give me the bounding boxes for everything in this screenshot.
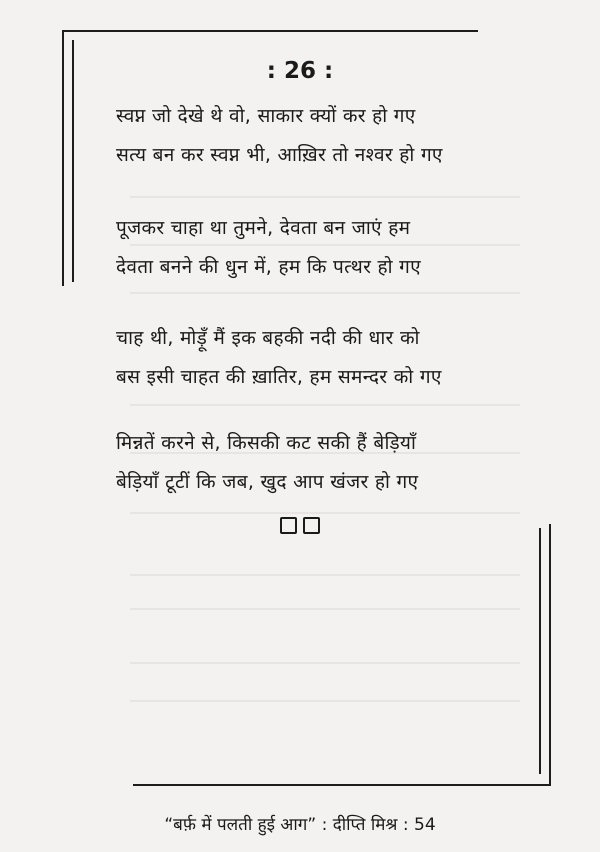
poem-line: देवता बनने की धुन में, हम कि पत्थर हो गए	[116, 256, 421, 278]
bleed-through-line	[130, 662, 520, 664]
stanza	[116, 216, 506, 279]
page-number: : 26 :	[266, 58, 334, 84]
poem-line: चाह थी, मोड़ूँ मैं इक बहकी नदी की धार को	[116, 327, 420, 349]
poem-line: बस इसी चाहत की ख़ातिर, हम समन्दर को गए	[116, 366, 442, 388]
poem-line: मिन्नतें करने से, किसकी कट सकी हैं बेड़ियाँ	[116, 432, 417, 454]
bleed-through-line	[130, 608, 520, 610]
bleed-through-line	[130, 292, 520, 294]
end-of-poem-marks	[0, 517, 600, 538]
bleed-through-line	[130, 512, 520, 514]
book-footer: “बर्फ़ में पलती हुई आग” : दीप्ति मिश्र : 54	[164, 815, 436, 835]
bleed-through-line	[130, 196, 520, 198]
square-ornament-icon	[280, 517, 297, 534]
poem-line: बेड़ियाँ टूटीं कि जब, खुद आप खंजर हो गए	[116, 471, 419, 493]
poem-line: सत्य बन कर स्वप्न भी, आख़िर तो नश्वर हो गए	[116, 144, 443, 166]
stanza	[116, 104, 506, 167]
square-ornament-icon	[303, 517, 320, 534]
poem-line: स्वप्न जो देखे थे वो, साकार क्यों कर हो गए	[116, 105, 416, 127]
stanza	[116, 431, 506, 494]
bleed-through-line	[130, 700, 520, 702]
bleed-through-line	[130, 574, 520, 576]
frame-rule	[62, 30, 478, 32]
bleed-through-line	[130, 404, 520, 406]
frame-rule	[549, 524, 551, 786]
stanza	[116, 326, 506, 389]
poem-line: पूजकर चाहा था तुमने, देवता बन जाएं हम	[116, 217, 411, 239]
frame-rule	[539, 528, 541, 774]
frame-rule	[133, 784, 551, 786]
